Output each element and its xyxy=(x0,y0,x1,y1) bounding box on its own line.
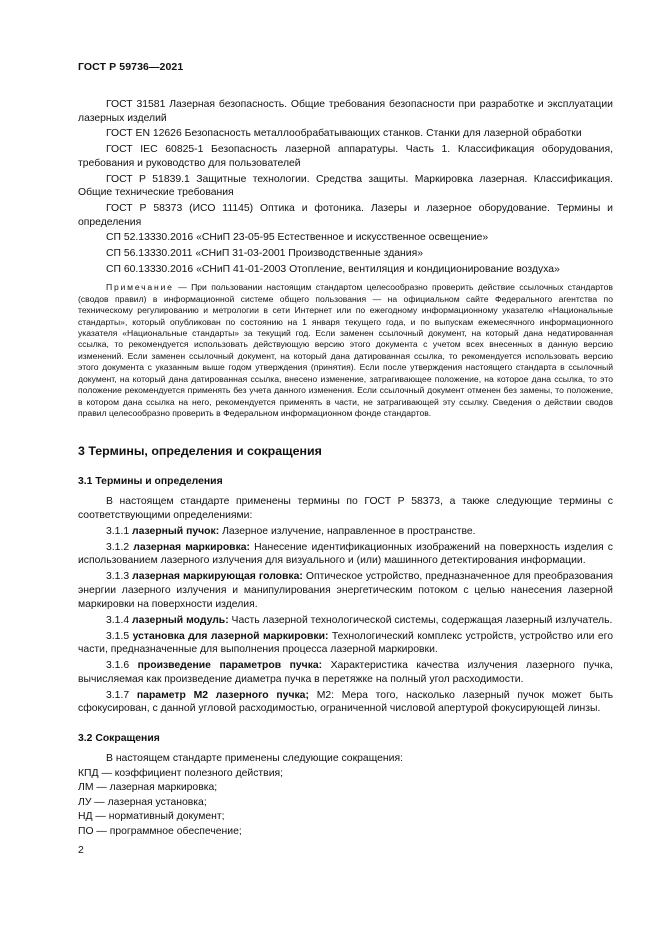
term-number: 3.1.1 xyxy=(106,525,132,537)
term-name: установка для лазерной маркировки: xyxy=(132,630,329,642)
note-block xyxy=(78,282,613,419)
abbreviation-item: ПО — программное обеспечение; xyxy=(78,825,242,837)
page-number: 2 xyxy=(78,845,84,856)
reference-item: ГОСТ EN 12626 Безопасность металлообрабатывающих станков. Станки для лазерной обработки xyxy=(106,128,582,140)
note-label: Примечание xyxy=(106,282,174,293)
term-entry xyxy=(78,630,613,657)
term-entry xyxy=(78,570,613,611)
term-name: произведение параметров пучка: xyxy=(137,660,323,672)
term-definition: Лазерное излучение, направленное в пространстве. xyxy=(219,525,476,537)
running-header: ГОСТ Р 59736—2021 xyxy=(78,61,184,73)
subsection-title-abbreviations: 3.2 Сокращения xyxy=(78,732,160,744)
abbreviation-item: ЛМ — лазерная маркировка; xyxy=(78,782,218,794)
page-body xyxy=(78,98,613,840)
term-name: лазерный пучок: xyxy=(132,525,220,537)
term-definition: Нанесение идентификационных изображений на поверхность изделия с использованием лазерного излучения для визуального и (или) машинного детектирования информации. xyxy=(78,541,613,567)
abbreviation-item: НД — нормативный документ; xyxy=(78,811,225,823)
term-number: 3.1.7 xyxy=(106,689,137,701)
term-name: лазерная маркирующая головка: xyxy=(132,571,303,583)
subsection-title-terms: 3.1 Термины и определения xyxy=(78,476,223,488)
reference-item: ГОСТ IEC 60825-1 Безопасность лазерной аппаратуры. Часть 1. Классификация оборудования, требования и руководство для пользователей xyxy=(78,144,613,169)
reference-item: СП 60.13330.2016 «СНиП 41-01-2003 Отопление, вентиляция и кондиционирование воздуха» xyxy=(106,263,560,275)
abbreviation-item: ЛУ — лазерная установка; xyxy=(78,796,207,808)
term-number: 3.1.4 xyxy=(106,614,132,626)
term-entry xyxy=(78,541,613,568)
reference-item: ГОСТ Р 58373 (ИСО 11145) Оптика и фотоника. Лазеры и лазерное оборудование. Термины и определения xyxy=(78,202,613,228)
term-entry xyxy=(78,659,613,686)
term-entry xyxy=(78,614,613,628)
term-definition: M2: Мера того, насколько лазерный пучок может быть сфокусирован, с данной угловой расходимостью, ограниченной числовой апертурой фокусирующей линзы. xyxy=(78,689,614,715)
normative-references xyxy=(78,98,613,276)
reference-item: ГОСТ Р 51839.1 Защитные технологии. Средства защиты. Маркировка лазерная. Классификация. Общие технические требования xyxy=(78,173,613,199)
reference-item: СП 56.13330.2011 «СНиП 31-03-2001 Производственные здания» xyxy=(106,248,423,260)
section-title: 3 Термины, определения и сокращения xyxy=(78,444,322,459)
term-entry xyxy=(78,689,613,716)
abbreviations-intro: В настоящем стандарте применены следующие сокращения: xyxy=(106,752,403,764)
term-definition: Характеристика качества излучения лазерного пучка, вычисляемая как произведение диаметра пучка в перетяжке на полный угол расходимости. xyxy=(78,660,613,685)
note-text: — При пользовании настоящим стандартом целесообразно проверить действие ссылочных стандартов (сводов правил) в информационной системе общего пользования — на официальном сайте Федерального агентства по техническому регулированию и метрологии в сети Интернет или по ежегодному информационному указателю «Национальные стандарты», который опубликован по состоянию на 1 января текущего года, и по выпускам ежемесячного информационного указателя «Национальные стандарты» за текущий год. Если заменен ссылочный документ, на который дана недатированная ссылка, то рекомендуется использовать действующую версию этого документа с учетом всех внесенных в данную версию изменений. Если заменен ссылочный документ, на который дана датированная ссылка, то рекомендуется использовать версию этого документа с указанным выше годом утверждения (принятия). Если после утверждения настоящего стандарта в ссылочный документ, на который дана датированная ссылка, внесено изменение, затрагивающее положение, на которое дана ссылка, то это положение рекомендуется применять без учета данного изменения. Если ссылочный документ отменен без замены, то положение, в котором дана ссылка на него, рекомендуется применять в части, не затрагивающей эту ссылку. Сведения о действии сводов правил целесообразно проверить в Федеральном информационном фонде стандартов. xyxy=(78,282,613,418)
term-definition: Часть лазерной технологической системы, содержащая лазерный излучатель. xyxy=(228,614,613,626)
term-number: 3.1.6 xyxy=(106,660,138,672)
term-number: 3.1.5 xyxy=(106,630,133,642)
abbreviation-item: КПД — коэффициент полезного действия; xyxy=(78,767,284,779)
note-paragraph xyxy=(78,282,613,419)
reference-item: ГОСТ 31581 Лазерная безопасность. Общие требования безопасности при разработке и эксплуатации лазерных изделий xyxy=(78,99,613,124)
term-name: параметр M2 лазерного пучка; xyxy=(136,689,309,701)
term-name: лазерная маркировка: xyxy=(133,541,251,553)
term-definition: Технологический комплекс устройств, устройство или его части, предназначенные для выполнения процесса лазерной маркировки. xyxy=(78,630,614,656)
term-definition: Оптическое устройство, предназначенное для преобразования энергии лазерного излучения и манипулирования энергетическим потоком с целью нанесения лазерной маркировки на поверхности изделия. xyxy=(78,571,613,610)
term-name: лазерный модуль: xyxy=(132,614,229,626)
term-number: 3.1.2 xyxy=(106,541,134,553)
reference-item: СП 52.13330.2016 «СНиП 23-05-95 Естественное и искусственное освещение» xyxy=(106,232,489,244)
term-entry xyxy=(78,525,613,539)
terms-intro: В настоящем стандарте применены термины по ГОСТ Р 58373, а также следующие термины с соответствующими определениями: xyxy=(78,496,613,521)
term-number: 3.1.3 xyxy=(106,571,133,583)
